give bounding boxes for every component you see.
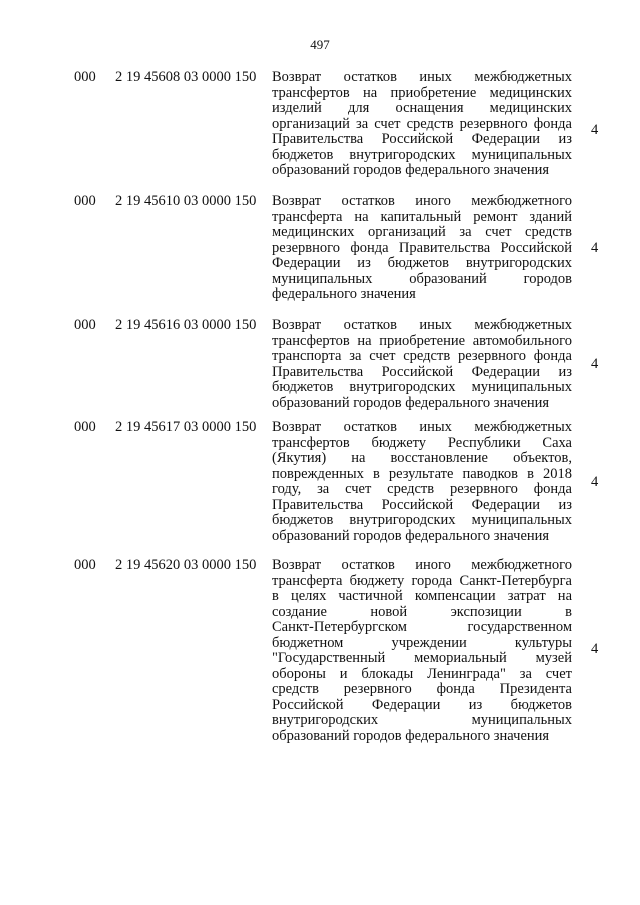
income-name-line: федерального значения [272,286,416,302]
income-name [272,318,572,411]
attribute-value: 4 [591,474,599,490]
income-name [272,194,572,303]
income-name [272,558,572,744]
income-name-line: Российской Федерации из бюджетов [272,696,572,713]
admin-code: 000 [74,419,96,435]
income-name-line: году, за счет средств резервного фонда [272,481,572,497]
income-name-line: в целях частичной компенсации затрат на [272,588,572,604]
income-name-line: трансферта на капитальный ремонт зданий [272,208,572,225]
income-name [272,70,572,179]
income-name-line: создание новой экспозиции в [272,603,572,620]
attribute-value: 4 [591,641,599,657]
income-name-line: бюджетов внутригородских муниципальных [272,379,572,395]
kbk-code: 2 19 45616 03 0000 150 [115,317,257,333]
income-name-line: резервного фонда Правительства Российской [272,239,572,256]
income-name-line: "Государственный мемориальный музей [272,650,572,666]
income-name-line: трансфертов на приобретение медицинских [272,84,572,101]
income-name-line: внутригородских муниципальных [272,712,572,728]
income-name-line: образований городов федерального значения [272,727,550,744]
income-name-line: образований городов федерального значения [272,162,550,178]
admin-code: 000 [74,317,96,333]
income-name-line: транспорта за счет средств резервного фонда [272,348,572,364]
kbk-code: 2 19 45620 03 0000 150 [115,557,257,573]
kbk-code: 2 19 45608 03 0000 150 [115,69,257,85]
income-name-line: Возврат остатков иных межбюджетных [272,419,572,435]
income-name-line: (Якутия) на восстановление объектов, [272,450,572,466]
income-name-line: средств резервного фонда Президента [272,681,572,697]
income-name-line: бюджетов внутригородских муниципальных [272,146,572,163]
income-name-line: Возврат остатков иных межбюджетных [272,69,572,85]
income-name-line: муниципальных образований городов [272,270,572,287]
income-name-line: Правительства Российской Федерации из [272,363,572,380]
income-name-line: Возврат остатков иного межбюджетного [272,193,572,209]
income-name-line: Санкт-Петербургском государственном [272,619,572,635]
income-name-line: обороны и блокады Ленинграда" за счет [272,665,572,682]
income-name-line: Правительства Российской Федерации из [272,131,572,147]
income-name-line: Возврат остатков иного межбюджетного [272,557,572,573]
income-name-line: бюджетном учреждении культуры [272,634,572,651]
income-name-line: изделий для оснащения медицинских [272,100,572,116]
income-name-line: организаций за счет средств резервного фонда [272,115,572,132]
page-number: 497 [310,37,330,52]
admin-code: 000 [74,193,96,209]
income-name-line: Возврат остатков иных межбюджетных [272,317,572,333]
income-name [272,420,572,544]
income-name-line: бюджетов внутригородских муниципальных [272,512,572,528]
income-name-line: трансфертов бюджету Республики Саха [272,434,572,451]
admin-code: 000 [74,69,96,85]
income-name-line: Федерации из бюджетов внутригородских [272,255,572,271]
income-name-line: образований городов федерального значения [272,527,550,544]
attribute-value: 4 [591,356,599,372]
income-name-line: Правительства Российской Федерации из [272,496,572,513]
attribute-value: 4 [591,122,599,138]
income-name-line: образований городов федерального значения [272,394,550,411]
income-name-line: трансферта бюджету города Санкт-Петербурга [272,572,572,589]
income-name-line: трансфертов на приобретение автомобильного [272,332,572,349]
income-name-line: поврежденных в результате паводков в 2018 [272,465,572,482]
admin-code: 000 [74,557,96,573]
attribute-value: 4 [591,240,599,256]
kbk-code: 2 19 45617 03 0000 150 [115,419,257,435]
kbk-code: 2 19 45610 03 0000 150 [115,193,257,209]
income-name-line: медицинских организаций за счет средств [272,224,572,240]
